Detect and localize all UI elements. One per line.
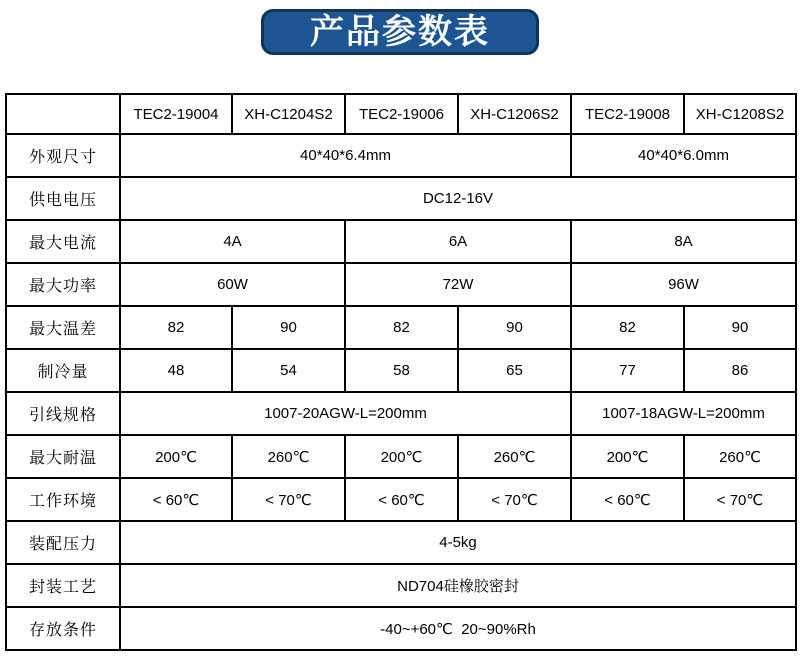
row-label: 最大耐温 <box>6 435 120 478</box>
value-cell: 4A <box>120 220 345 263</box>
value-cell: < 60℃ <box>571 478 684 521</box>
value-cell: 82 <box>345 306 458 349</box>
value-cell: 200℃ <box>120 435 232 478</box>
model-header-cell: XH-C1206S2 <box>458 94 571 134</box>
model-header-cell: XH-C1204S2 <box>232 94 345 134</box>
title-banner <box>261 9 539 55</box>
model-header-cell: TEC2-19008 <box>571 94 684 134</box>
row-label: 引线规格 <box>6 392 120 435</box>
table-row <box>6 478 796 521</box>
row-label: 制冷量 <box>6 349 120 392</box>
value-cell: 40*40*6.4mm <box>120 134 571 177</box>
value-cell: 90 <box>684 306 796 349</box>
value-cell: < 70℃ <box>232 478 345 521</box>
table-row <box>6 177 796 220</box>
value-cell: 96W <box>571 263 796 306</box>
table-row <box>6 263 796 306</box>
value-cell: 72W <box>345 263 571 306</box>
value-cell: 200℃ <box>345 435 458 478</box>
value-cell: 4-5kg <box>120 521 796 564</box>
value-cell: 90 <box>232 306 345 349</box>
row-label: 供电电压 <box>6 177 120 220</box>
value-cell: < 60℃ <box>345 478 458 521</box>
value-cell: 200℃ <box>571 435 684 478</box>
value-cell: 48 <box>120 349 232 392</box>
row-label: 最大温差 <box>6 306 120 349</box>
row-label: 存放条件 <box>6 607 120 650</box>
row-label: 最大功率 <box>6 263 120 306</box>
value-cell: ND704硅橡胶密封 <box>120 564 796 607</box>
value-cell: 58 <box>345 349 458 392</box>
value-cell: 6A <box>345 220 571 263</box>
table-row <box>6 134 796 177</box>
value-cell: 77 <box>571 349 684 392</box>
value-cell: 60W <box>120 263 345 306</box>
model-header-cell: TEC2-19006 <box>345 94 458 134</box>
spec-table-body <box>6 134 796 650</box>
table-row <box>6 435 796 478</box>
value-cell: 40*40*6.0mm <box>571 134 796 177</box>
table-row <box>6 564 796 607</box>
value-cell: 82 <box>120 306 232 349</box>
value-cell: 260℃ <box>684 435 796 478</box>
value-cell: 1007-18AGW-L=200mm <box>571 392 796 435</box>
model-header-cell: XH-C1208S2 <box>684 94 796 134</box>
value-cell: 90 <box>458 306 571 349</box>
row-label: 装配压力 <box>6 521 120 564</box>
value-cell: 86 <box>684 349 796 392</box>
row-label: 工作环境 <box>6 478 120 521</box>
value-cell: DC12-16V <box>120 177 796 220</box>
value-cell: -40~+60℃ 20~90%Rh <box>120 607 796 650</box>
row-label: 封装工艺 <box>6 564 120 607</box>
value-cell: 260℃ <box>232 435 345 478</box>
value-cell: 8A <box>571 220 796 263</box>
page-title: 产品参数表 <box>310 13 490 51</box>
table-row <box>6 521 796 564</box>
value-cell: < 70℃ <box>684 478 796 521</box>
table-row <box>6 607 796 650</box>
table-row <box>6 220 796 263</box>
table-row <box>6 349 796 392</box>
value-cell: 54 <box>232 349 345 392</box>
corner-cell <box>6 94 120 134</box>
value-cell: 260℃ <box>458 435 571 478</box>
value-cell: 82 <box>571 306 684 349</box>
spec-table <box>5 93 797 651</box>
row-label: 最大电流 <box>6 220 120 263</box>
row-label: 外观尺寸 <box>6 134 120 177</box>
value-cell: 65 <box>458 349 571 392</box>
value-cell: 1007-20AGW-L=200mm <box>120 392 571 435</box>
value-cell: < 70℃ <box>458 478 571 521</box>
value-cell: < 60℃ <box>120 478 232 521</box>
table-row <box>6 392 796 435</box>
table-row <box>6 306 796 349</box>
model-header-cell: TEC2-19004 <box>120 94 232 134</box>
spec-table-header-row <box>6 94 796 134</box>
